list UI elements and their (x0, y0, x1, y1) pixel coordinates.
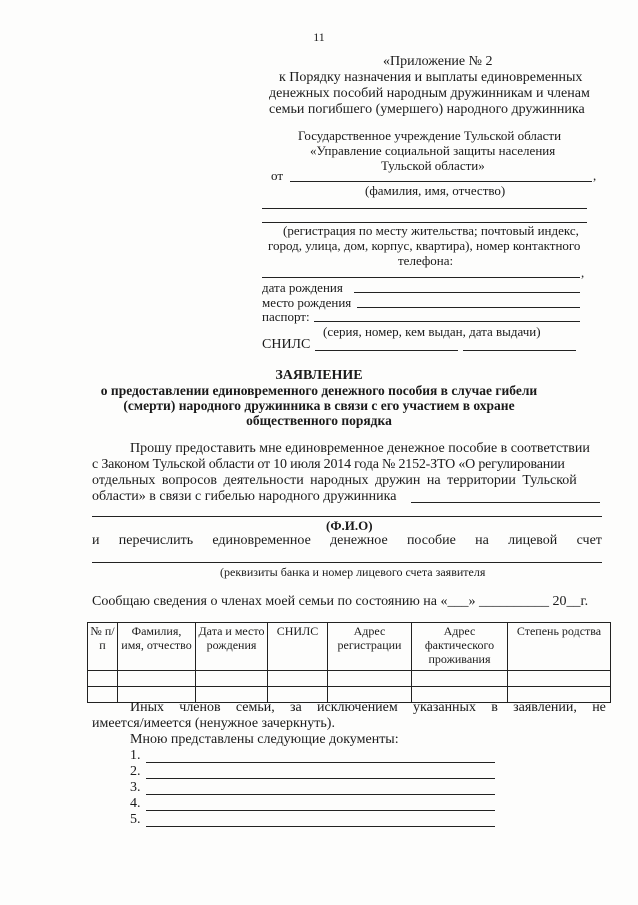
table-cell[interactable] (88, 671, 118, 687)
fio-hint: (Ф.И.О) (326, 518, 373, 533)
col-relationship: Степень родства (508, 623, 611, 671)
birth-place-label: место рождения (262, 295, 352, 310)
passport-hint: (серия, номер, кем выдан, дата выдачи) (323, 324, 541, 339)
documents-label: Мною представлены следующие документы: (130, 732, 399, 747)
other-members-word: за (290, 700, 302, 715)
dead-member-field-line[interactable] (411, 502, 600, 503)
para-line-1: Прошу предоставить мне единовременное денежное пособие в соответствии (130, 441, 590, 456)
address-hint-line-1: (регистрация по месту жительства; почтовый индекс, (283, 223, 579, 238)
transfer-word: пособие (406, 533, 456, 548)
family-members-table (87, 622, 611, 703)
other-members-line-2: имеется/имеется (ненужное зачеркнуть). (92, 716, 335, 731)
comma-2: , (581, 265, 585, 280)
document-field-line[interactable] (146, 762, 495, 763)
other-members-word: членов (179, 700, 221, 715)
transfer-word: на (475, 533, 489, 548)
document-field-line[interactable] (146, 794, 495, 795)
para-line-3: отдельных вопросов деятельности народных дружин на территории Тульской (92, 473, 577, 488)
snils-field-line-1[interactable] (315, 350, 458, 351)
snils-field-line-2[interactable] (463, 350, 576, 351)
other-members-word: в (491, 700, 498, 715)
other-members-word: указанных (413, 700, 476, 715)
birth-date-label: дата рождения (262, 280, 343, 295)
passport-label: паспорт: (262, 309, 310, 324)
comma: , (593, 168, 597, 183)
document-subtitle-line-3: общественного порядка (246, 413, 392, 428)
name-hint: (фамилия, имя, отчество) (365, 183, 506, 198)
document-field-line[interactable] (146, 778, 495, 779)
birth-place-field-line[interactable] (357, 307, 580, 308)
transfer-line (92, 533, 602, 549)
table-cell[interactable] (328, 671, 412, 687)
from-label: от (271, 168, 284, 183)
document-number: 5. (130, 812, 141, 827)
document-field-line[interactable] (146, 826, 495, 827)
document-heading: ЗАЯВЛЕНИЕ (275, 368, 363, 383)
transfer-word: счет (576, 533, 602, 548)
address-hint-line-2: город, улица, дом, корпус, квартира), номер контактного (268, 238, 581, 253)
bank-hint: (реквизиты банка и номер лицевого счета заявителя (220, 565, 486, 579)
transfer-word: денежное (330, 533, 388, 548)
table-cell[interactable] (268, 671, 328, 687)
address-hint-line-3: телефона: (398, 253, 454, 268)
phone-field-line[interactable] (262, 277, 580, 278)
appendix-line-3: денежных пособий народным дружинникам и членам (269, 86, 590, 101)
other-members-word: заявлении, (513, 700, 577, 715)
col-snils: СНИЛС (268, 623, 328, 671)
other-members-word: Иных (130, 700, 165, 715)
document-number: 4. (130, 796, 141, 811)
recipient-line-2: «Управление социальной защиты населения (310, 143, 556, 158)
col-birth: Дата и место рождения (196, 623, 268, 671)
para-line-2: с Законом Тульской области от 10 июля 2014 года № 2152-ЗТО «О регулировании (92, 457, 565, 472)
transfer-word: лицевой (508, 533, 558, 548)
appendix-line-1: «Приложение № 2 (383, 54, 493, 69)
appendix-line-4: семьи погибшего (умершего) народного дружинника (269, 102, 585, 117)
para-line-4: области» в связи с гибелью народного дружинника (92, 489, 397, 504)
table-row[interactable] (88, 671, 611, 687)
col-number: № п/п (88, 623, 118, 671)
col-actual-address: Адрес фактического проживания (412, 623, 508, 671)
table-cell[interactable] (412, 671, 508, 687)
name-field-line[interactable] (290, 181, 592, 182)
table-cell[interactable] (118, 671, 196, 687)
other-members-word: исключением (317, 700, 398, 715)
document-subtitle-line-2: (смерти) народного дружинника в связи с его участием в охране (123, 398, 515, 413)
transfer-word: единовременное (212, 533, 311, 548)
page-number: 11 (313, 30, 325, 44)
col-full-name: Фамилия, имя, отчество (118, 623, 196, 671)
family-info-line: Сообщаю сведения о членах моей семьи по состоянию на «___» __________ 20__г. (92, 594, 589, 609)
address-field-line-1[interactable] (262, 208, 587, 209)
document-subtitle-line-1: о предоставлении единовременного денежного пособия в случае гибели (100, 383, 538, 398)
birth-date-field-line[interactable] (354, 292, 580, 293)
snils-label: СНИЛС (262, 337, 311, 352)
document-field-line[interactable] (146, 810, 495, 811)
document-number: 1. (130, 748, 141, 763)
passport-field-line[interactable] (314, 321, 580, 322)
document-number: 3. (130, 780, 141, 795)
document-number: 2. (130, 764, 141, 779)
fio-field-line[interactable] (92, 516, 602, 517)
other-members-word: не (592, 700, 606, 715)
recipient-line-3: Тульской области» (381, 158, 485, 173)
other-members-word: семьи, (235, 700, 275, 715)
transfer-word: и (92, 533, 100, 548)
bank-details-field-line[interactable] (92, 562, 602, 563)
recipient-line-1: Государственное учреждение Тульской области (298, 128, 562, 143)
appendix-line-2: к Порядку назначения и выплаты единовременных (279, 70, 583, 85)
col-registration-address: Адрес регистрации (328, 623, 412, 671)
table-header-row (88, 623, 611, 671)
table-cell[interactable] (88, 687, 118, 703)
table-cell[interactable] (508, 671, 611, 687)
transfer-word: перечислить (118, 533, 194, 548)
table-cell[interactable] (196, 671, 268, 687)
other-members-line-1 (130, 700, 606, 716)
